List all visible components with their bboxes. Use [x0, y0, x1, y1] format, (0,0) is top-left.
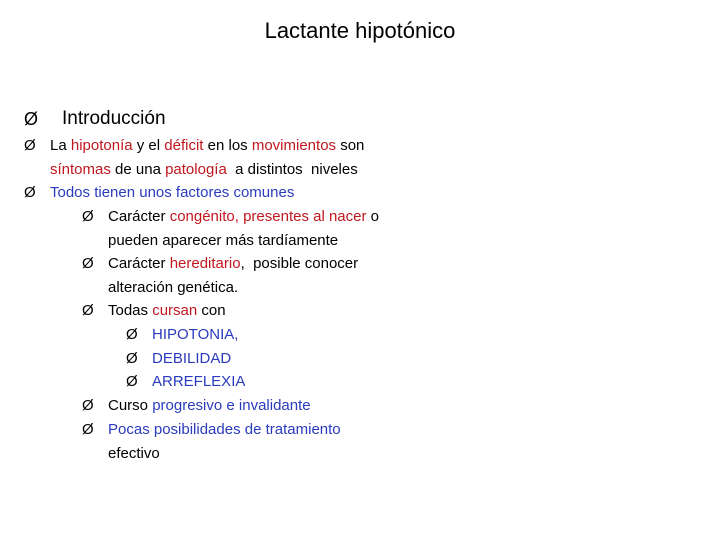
bullet-text: [108, 299, 226, 323]
arrow-bullet-icon: Ø: [126, 350, 138, 367]
highlight-span: síntomas: [50, 160, 111, 178]
arrow-bullet-icon: Ø: [126, 373, 138, 390]
highlight-span: congénito, presentes al nacer: [169, 208, 367, 225]
heading-item: [24, 106, 166, 132]
text-span: o: [366, 208, 379, 225]
bullet-factores: [24, 181, 294, 205]
text-span: La: [50, 137, 71, 154]
highlight-span: cursan: [152, 302, 198, 319]
highlight-span: déficit: [164, 137, 204, 154]
bullet-text: [108, 252, 358, 299]
bullet-hipotonia: [24, 134, 364, 181]
bullet-text: Todos tienen unos factores comunes: [50, 184, 295, 201]
highlight-span: patología: [165, 160, 227, 178]
bullet-text: [108, 394, 311, 418]
text-span: con: [197, 302, 226, 319]
text-span: Curso: [108, 397, 153, 414]
arrow-bullet-icon: Ø: [82, 421, 94, 438]
arrow-bullet-icon: Ø: [24, 184, 36, 201]
bullet-debilidad: [126, 347, 231, 371]
text-span: a distintos niveles: [226, 160, 358, 178]
text-span: alteración genética.: [108, 278, 239, 296]
text-span: en los: [203, 137, 252, 154]
bullet-hipotonia-upper: [126, 323, 238, 347]
arrow-bullet-icon: Ø: [126, 326, 138, 343]
text-span: Carácter: [108, 255, 170, 272]
highlight-span: movimientos: [251, 137, 337, 154]
arrow-bullet-icon: Ø: [82, 255, 94, 272]
bullet-cursan: [82, 299, 226, 323]
arrow-bullet-icon: Ø: [82, 397, 94, 414]
arrow-bullet-icon: Ø: [24, 137, 36, 154]
text-span: son: [336, 137, 365, 154]
text-span: efectivo: [108, 444, 160, 462]
slide-title: Lactante hipotónico: [264, 18, 456, 43]
bullet-curso: [82, 394, 311, 418]
text-span: pueden aparecer más tardíamente: [108, 231, 339, 249]
highlight-span: progresivo e invalidante: [152, 397, 311, 414]
bullet-hereditario: [82, 252, 358, 299]
bullet-text: HIPOTONIA,: [152, 326, 239, 343]
bullet-text: DEBILIDAD: [152, 350, 232, 367]
heading-text: Introducción: [62, 108, 166, 129]
arrow-bullet-icon: Ø: [82, 302, 94, 319]
bullet-congenito: [82, 205, 379, 252]
highlight-span: hereditario: [169, 255, 241, 272]
text-span: y el: [132, 137, 165, 154]
highlight-span: hipotonía: [70, 137, 133, 154]
text-span: , posible conocer: [240, 255, 359, 272]
arrow-bullet-icon: Ø: [24, 109, 39, 129]
bullet-text: [108, 418, 341, 465]
text-span: Todas: [108, 302, 153, 319]
arrow-bullet-icon: Ø: [82, 208, 94, 225]
bullet-text: [50, 134, 364, 181]
bullet-text: ARREFLEXIA: [152, 373, 246, 390]
bullet-text: [108, 205, 379, 252]
highlight-span: Pocas posibilidades de tratamiento: [108, 421, 341, 438]
text-span: Carácter: [108, 208, 170, 225]
bullet-arreflexia: [126, 370, 245, 394]
text-span: de una: [110, 160, 166, 178]
bullet-tratamiento: [82, 418, 341, 465]
